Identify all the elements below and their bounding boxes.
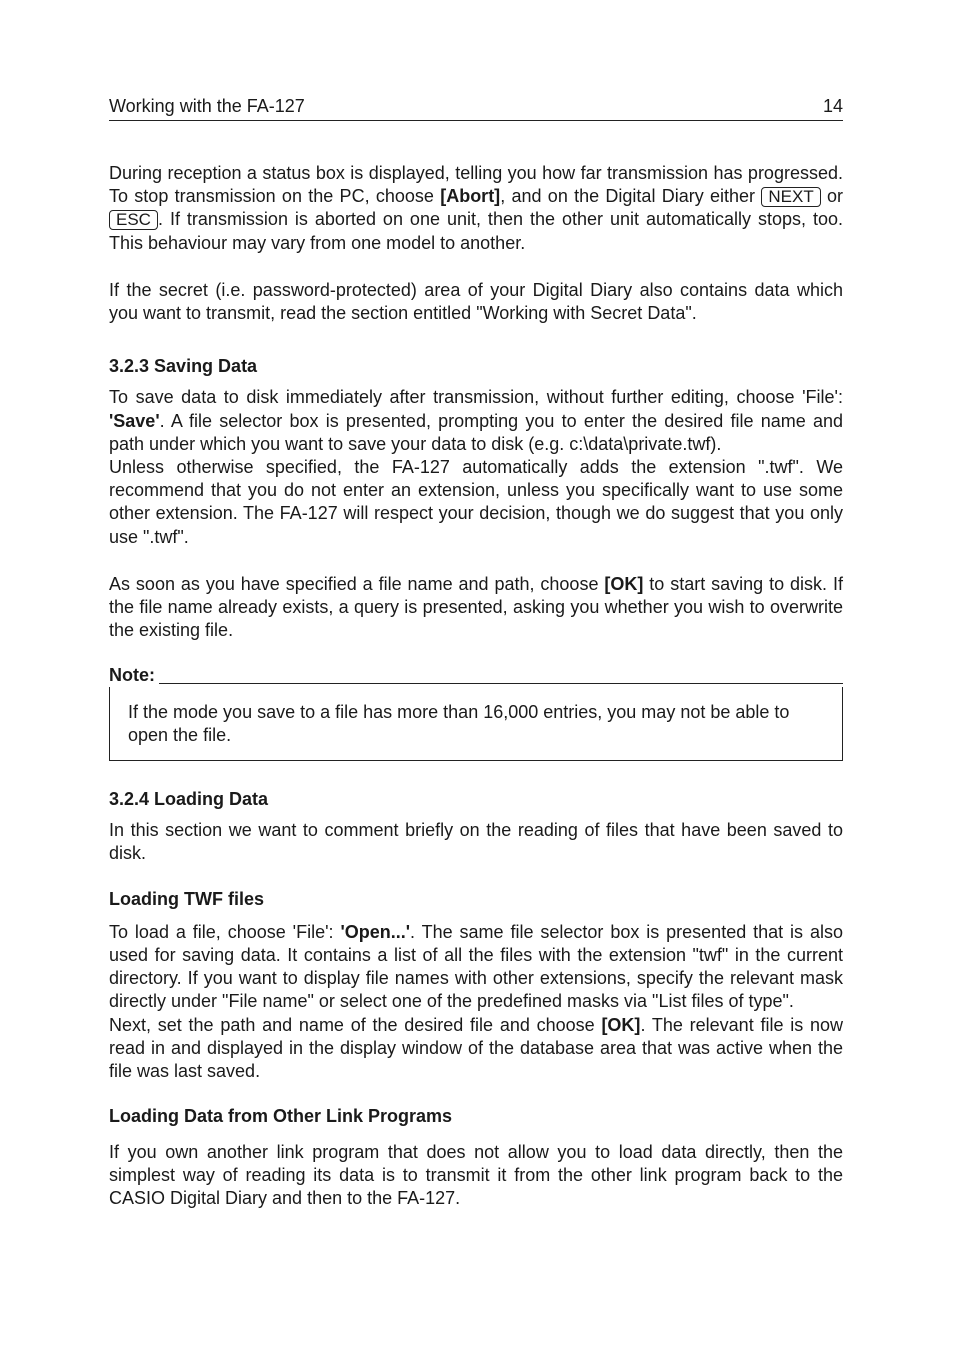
loading-data-heading: 3.2.4 Loading Data [109,789,269,810]
saving-paragraph-3: As soon as you have specified a file name and path, choose [OK] to start saving to disk. If the file name already exists, a query is presented, asking you whether you wish to overwrite the existing file. [109,573,843,641]
note-header [109,664,843,687]
saving-data-heading: 3.2.3 Saving Data [109,356,258,377]
ok-command: [OK] [604,573,644,594]
next-key: NEXT [761,187,820,207]
note-label: Note: [109,665,155,686]
document-page [109,95,843,1210]
save-command: 'Save' [109,410,160,431]
loading-twf-paragraph-2: Next, set the path and name of the desired file and choose [OK]. The relevant file is now read in and displayed in the display window of the database area that was active when the file was last saved. [109,1014,844,1082]
header-title: Working with the FA-127 [109,96,305,116]
note-block [109,664,843,761]
note-box [109,687,843,761]
esc-key: ESC [109,210,158,230]
loading-other-heading: Loading Data from Other Link Programs [109,1106,453,1127]
saving-paragraph-1: To save data to disk immediately after transmission, without further editing, choose 'File': 'Save'. A file selector box is presented, prompting you to enter the desired file name and path under which you want to save your data to disk (e.g. c:\data\private.twf). [109,387,843,454]
note-rule [159,683,843,684]
abort-command: [Abort] [440,186,501,207]
page-number: 14 [822,96,843,116]
ok-command-2: [OK] [601,1014,641,1035]
loading-other-paragraph: If you own another link program that does not allow you to load data directly, then the simplest way of reading its data is to transmit it from the other link program back to the CASIO Digital Diary and then to the FA-127. [109,1141,843,1208]
running-header [109,95,843,121]
saving-paragraph-2: Unless otherwise specified, the FA-127 automatically adds the extension ".twf". We recommend that you do not enter an extension, unless you specifically want to use some other extension. The FA-127 will respect your decision, though we do suggest that you only use ".twf". [109,457,843,547]
loading-twf-paragraph-1: To load a file, choose 'File': 'Open...'. The same file selector box is presented that is also used for saving data. It contains a list of all the files with the extension "twf" in the current directory. If you want to display file names with other extensions, specify the relevant mask directly under "File name" or select one of the predefined masks via "List files of type". [109,921,843,1012]
open-command: 'Open...' [340,921,411,942]
intro-paragraph-2: If the secret (i.e. password-protected) area of your Digital Diary also contains data which you want to transmit, read the section entitled "Working with Secret Data". [109,279,843,324]
note-text: If the mode you save to a file has more than 16,000 entries, you may not be able to open the file. [128,701,790,745]
loading-paragraph-1: In this section we want to comment briefly on the reading of files that have been saved to disk. [109,820,843,864]
intro-paragraph-1: During reception a status box is displayed, telling you how far transmission has progressed. To stop transmission on the PC, choose [Abort], and on the Digital Diary either NEXT or ESC . If transmission is aborted on one unit, then the other unit automatically stops, too. This behaviour may vary from one model to another. [109,163,843,253]
loading-twf-heading: Loading TWF files [109,888,264,909]
